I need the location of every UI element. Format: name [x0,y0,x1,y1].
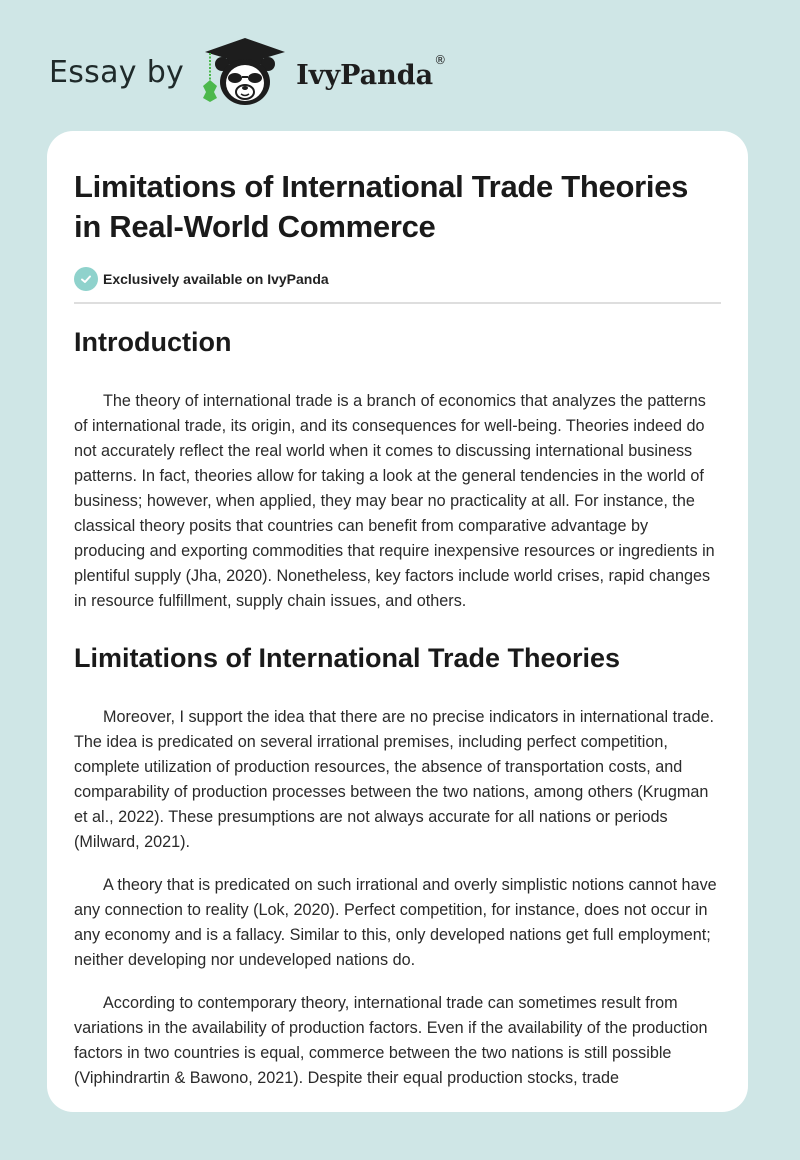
essay-card [47,131,748,1112]
essay-title: Limitations of International Trade Theories in Real-World Commerce [74,169,689,244]
section-heading-limitations: Limitations of International Trade Theories [74,643,621,673]
brand-name[interactable]: IvyPanda [296,59,434,91]
paragraph: A theory that is predicated on such irrational and overly simplistic notions cannot have any connection to reality (Lok, 2020). Perfect competition, for instance, does not occur in any economy and is a fallacy. Similar to this, only developed nations get full employment; neither developing nor undeveloped nations do. [74,876,717,969]
exclusive-badge-text: Exclusively available on IvyPanda [103,271,329,287]
paragraph: Moreover, I support the idea that there are no precise indicators in international trade. The idea is predicated on several irrational premises, including perfect competition, complete utilization of production resources, the absence of transportation costs, and comparability of production processes between the two nations, among others (Krugman et al., 2022). These presumptions are not always accurate for all nations or periods (Milward, 2021). [74,708,714,851]
exclusive-badge [74,266,721,292]
divider [74,302,721,304]
section-heading-introduction: Introduction [74,327,232,357]
registered-mark: ® [434,53,447,67]
paragraph: According to contemporary theory, international trade can sometimes result from variations in the availability of production factors. Even if the availability of the production factors in two countries is equal, commerce between the two nations is still possible (Viphindrartin & Bawono, 2021). Despite their equal production stocks, trade [74,994,708,1087]
panda-graduate-icon[interactable] [200,36,290,108]
site-header [49,36,446,108]
paragraph: The theory of international trade is a branch of economics that analyzes the patterns of international trade, its origin, and its consequences for well-being. Theories indeed do not accurately reflect the real world when it comes to discussing international business patterns. In fact, theories allow for taking a look at the general tendencies in the world of business; however, when applied, they may bear no practicality at all. For instance, the classical theory posits that countries can benefit from comparative advantage by producing and exporting commodities that require inexpensive resources or ingredients in plentiful supply (Jha, 2020). Nonetheless, key factors include world crises, rapid changes in resource fulfillment, supply chain issues, and others. [74,392,715,610]
check-circle-icon [74,267,98,291]
essay-by-label: Essay by [49,54,185,90]
